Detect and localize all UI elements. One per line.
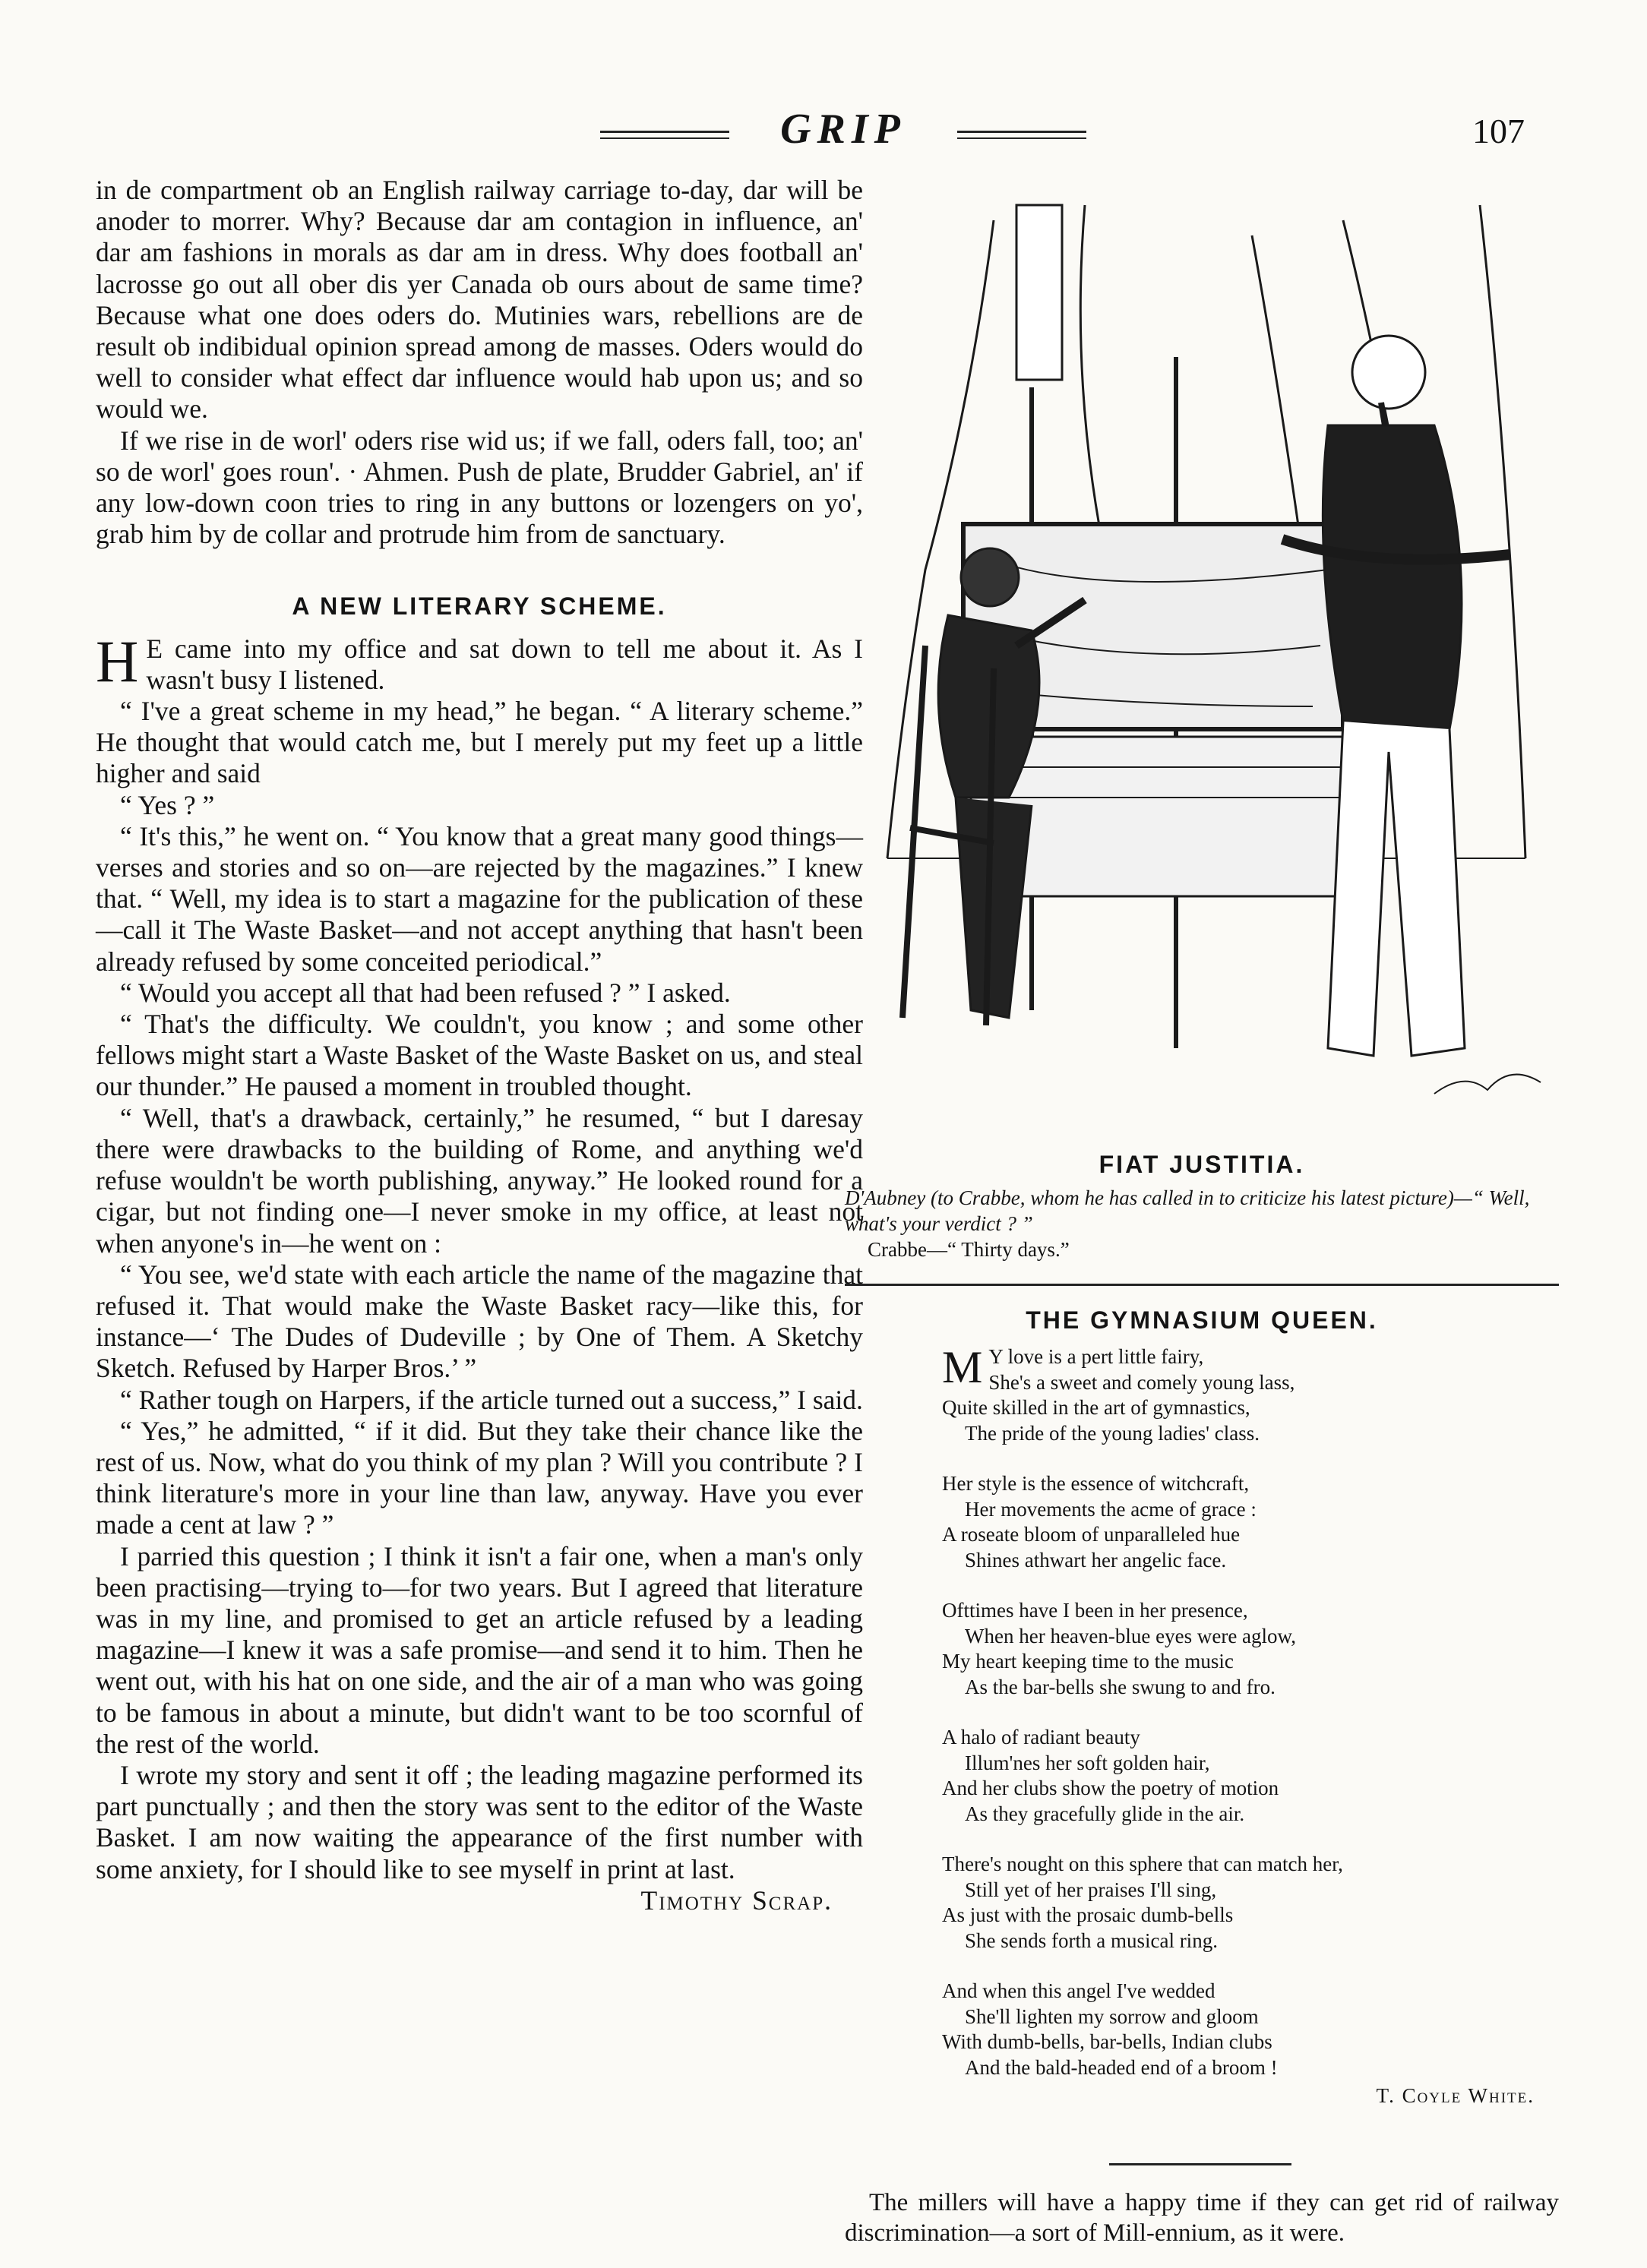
poem-line: There's nought on this sphere that can match her, [942, 1853, 1343, 1875]
illustration-fiat-justitia [857, 175, 1556, 1139]
poem-line: Her movements the acme of grace : [965, 1497, 1257, 1521]
article-paragraph: I wrote my story and sent it off ; the leading magazine performed its part punctually ; and then the story was sent to the editor of the Waste Basket. I am now waiting the appearance of the first number with some anxiety, for I should like to see myself in print at last. [96, 1759, 863, 1884]
article-paragraph: “ I've a great scheme in my head,” he began. “ A literary scheme.” He thought that would catch me, but I merely put my feet up a little higher and said [96, 696, 863, 789]
poem-stanza [942, 1344, 1550, 1446]
article-title: A NEW LITERARY SCHEME. [292, 592, 667, 621]
poem-line: Her style is the essence of witchcraft, [942, 1472, 1250, 1495]
article-first-paragraph: E came into my office and sat down to tell me about it. As I wasn't busy I listened. [146, 633, 863, 695]
continued-paragraph: in de compartment ob an English railway carriage to-day, dar will be anoder to morrer. Why? Because dar am contagion in influence, an' dar am fashions in morals as dar am in dress. Why does football an' lacrosse go out all ober dis yer Canada ob ours about de same time? Because what one does oders do. Mutinies wars, rebellions are de result ob indibidual opinion spread among de masses. Oders would do well to consider what effect dar influence would hab upon us; and so would we. [96, 175, 863, 425]
article-signature: Timothy Scrap. [640, 1884, 833, 1916]
poem-line: Ofttimes have I been in her presence, [942, 1599, 1248, 1622]
bottom-squib [845, 2187, 1559, 2248]
illustration-title: FIAT JUSTITIA. [1099, 1151, 1305, 1178]
poem-line: Illum'nes her soft golden hair, [965, 1751, 1210, 1774]
poem-stanza [942, 1471, 1550, 1573]
poem-line: With dumb-bells, bar-bells, Indian clubs [942, 2030, 1272, 2053]
poem-line: As the bar-bells she swung to and fro. [965, 1675, 1276, 1698]
poem-line: Still yet of her praises I'll sing, [965, 1878, 1217, 1901]
article-paragraph: “ Well, that's a drawback, certainly,” he resumed, “ but I daresay there were drawbacks to the building of Rome, and anything we'd refuse wouldn't be worth publishing, anyway.” He looked round for a cigar, but not finding one—I never smoke in my office, at least not when anyone's in—he went on : [96, 1102, 863, 1259]
article-paragraph: “ Would you accept all that had been refused ? ” I asked. [120, 977, 731, 1008]
masthead-rule-right [957, 131, 1086, 139]
poem-line: As just with the prosaic dumb-bells [942, 1903, 1234, 1926]
article-paragraph: “ That's the difficulty. We couldn't, you know ; and some other fellows might start a Waste Basket of the Waste Basket on us, and steal our thunder.” He paused a moment in troubled thought. [96, 1009, 863, 1102]
page-number: 107 [1472, 112, 1525, 150]
article-paragraph: “ Rather tough on Harpers, if the article turned out a success,” I said. [120, 1384, 863, 1415]
poem-drop-cap: M [942, 1342, 983, 1392]
poem-line: The pride of the young ladies' class. [965, 1421, 1260, 1445]
article-paragraph: “ Yes,” he admitted, “ if it did. But they take their chance like the rest of us. Now, what do you think of my plan ? Will you contribute ? I think literature's more in your line than law, anyway. Have you ever made a cent at law ? ” [96, 1415, 863, 1540]
poem-body [942, 1344, 1550, 2109]
masthead-rule-left [600, 131, 729, 139]
poem-line: She sends forth a musical ring. [965, 1928, 1218, 1952]
poem-line: A roseate bloom of unparalleled hue [942, 1523, 1241, 1546]
article-drop-cap: H [96, 627, 139, 694]
article-paragraph: I parried this question ; I think it isn't a fair one, when a man's only been practising—trying to—for two years. But I agreed that literature was in my line, and promised to get an article refused by a leading magazine—I knew it was a safe promise—and send it to him. Then he went out, with his hat on one side, and the air of a man who was going to be famous in about a minute, but didn't want to be too scornful of the rest of the world. [96, 1540, 863, 1759]
masthead-title: GRIP [780, 106, 906, 153]
article-paragraph: “ Yes ? ” [120, 789, 215, 820]
poem-title: THE GYMNASIUM QUEEN. [1026, 1306, 1378, 1334]
continued-paragraph: If we rise in de worl' oders rise wid us; if we fall, oders fall, too; an' so de worl' goes roun'. · Ahmen. Push de plate, Brudder Gabriel, an' if any low-down coon tries to ring in any buttons or lozengers on yo', grab him by de collar and protrude him from de sanctuary. [96, 425, 863, 550]
section-divider [845, 1284, 1559, 1286]
poem-stanza [942, 1852, 1550, 1954]
poem-line: Quite skilled in the art of gymnastics, [942, 1396, 1250, 1419]
masthead [600, 106, 1086, 152]
illustration-caption: D'Aubney (to Crabbe, whom he has called in to criticize his latest picture)—“ Well, what's your verdict ? ” [845, 1186, 1530, 1235]
poem-line: As they gracefully glide in the air. [965, 1802, 1245, 1825]
poem-line: She'll lighten my sorrow and gloom [965, 2004, 1259, 2028]
article-paragraph: “ It's this,” he went on. “ You know that a great many good things—verses and stories and so on—are rejected by the magazines.” I knew that. “ Well, my idea is to start a magazine for the publication of these—call it The Waste Basket—and not accept anything that hasn't been already refused by some conceited periodical.” [96, 820, 863, 977]
illustration-caption-reply: Crabbe—“ Thirty days.” [868, 1238, 1070, 1261]
poem-line: And her clubs show the poetry of motion [942, 1777, 1279, 1799]
poem-stanza [942, 1598, 1550, 1700]
poem-line: She's a sweet and comely young lass, [988, 1370, 1295, 1394]
left-column [96, 175, 863, 1916]
poem-stanza [942, 1725, 1550, 1827]
poem-line: When her heaven-blue eyes were aglow, [965, 1624, 1297, 1647]
short-divider [1109, 2163, 1291, 2165]
poem-line: And the bald-headed end of a broom ! [965, 2055, 1278, 2079]
poem-stanza [942, 1979, 1550, 2080]
poem-line: Shines athwart her angelic face. [965, 1548, 1227, 1571]
squib-text: The millers will have a happy time if they can get rid of railway discrimination—a sort of Mill-ennium, as it were. [845, 2189, 1559, 2247]
poem-line: My heart keeping time to the music [942, 1650, 1234, 1673]
poem-line: Y love is a pert little fairy, [988, 1345, 1204, 1368]
poem-signature: T. Coyle White. [1376, 2084, 1535, 2107]
poem-line: And when this angel I've wedded [942, 1979, 1215, 2002]
article-paragraph: “ You see, we'd state with each article the name of the magazine that refused it. That would make the Waste Basket racy—like this, for instance—‘ The Dudes of Dudeville ; by One of Them. A Sketchy Sketch. Refused by Harper Bros.’ ” [96, 1259, 863, 1384]
poem-line: A halo of radiant beauty [942, 1726, 1140, 1748]
